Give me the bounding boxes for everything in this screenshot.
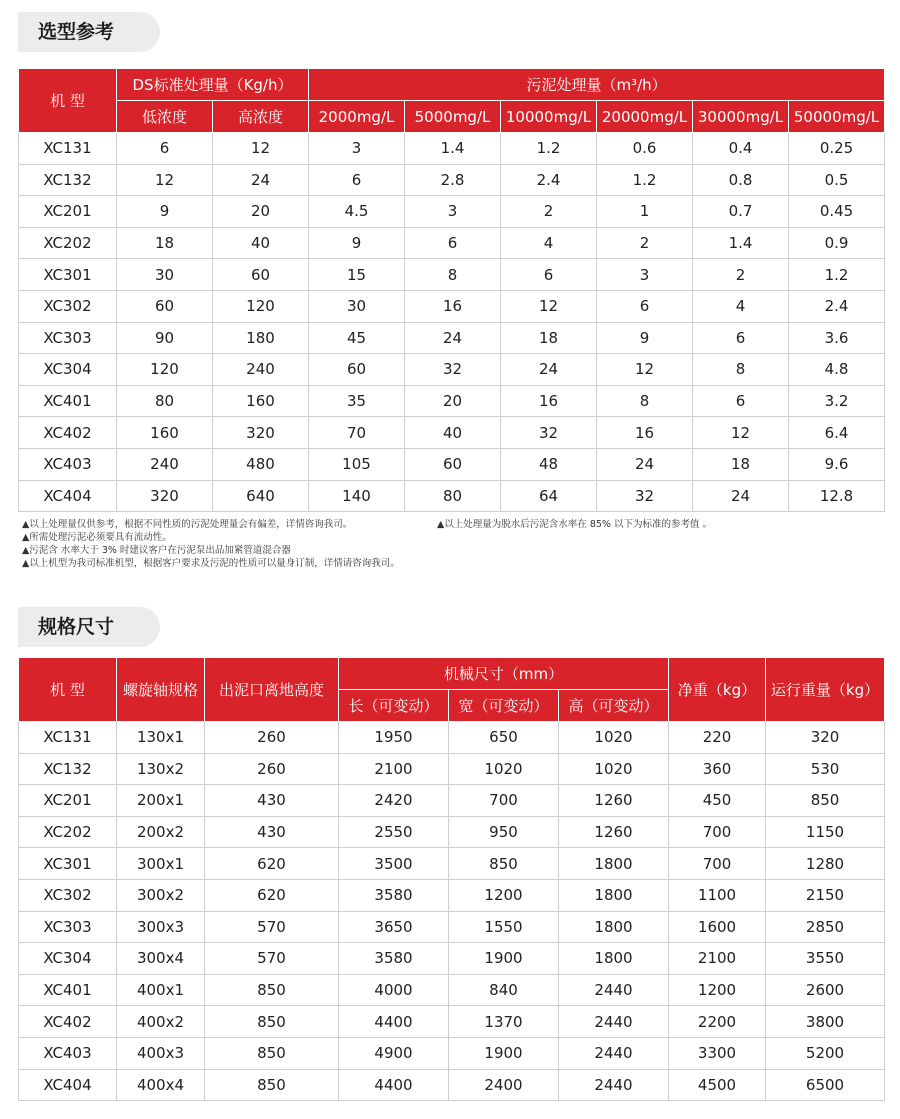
- table-row: [19, 164, 885, 196]
- table-cell: 32: [501, 417, 597, 449]
- table-cell: 4500: [669, 1069, 766, 1101]
- header-conc-30000: 30000mg/L: [693, 101, 789, 133]
- table-cell: 24: [405, 322, 501, 354]
- table-cell: 850: [205, 1037, 339, 1069]
- header-dimensions: 机械尺寸（mm）: [339, 658, 669, 690]
- header-conc-50000: 50000mg/L: [789, 101, 885, 133]
- table-cell: 3.2: [789, 385, 885, 417]
- table-cell: 3: [597, 259, 693, 291]
- table-cell: 360: [669, 753, 766, 785]
- table-cell: 9: [117, 196, 213, 228]
- model-cell: XC302: [19, 879, 117, 911]
- table-cell: 18: [693, 448, 789, 480]
- model-cell: XC303: [19, 911, 117, 943]
- header-conc-5000: 5000mg/L: [405, 101, 501, 133]
- table-cell: 80: [405, 480, 501, 512]
- table-cell: 570: [205, 943, 339, 975]
- model-cell: XC402: [19, 417, 117, 449]
- header-model: 机 型: [19, 658, 117, 722]
- table-row: [19, 1037, 885, 1069]
- table-cell: 18: [501, 322, 597, 354]
- table-cell: 200x2: [117, 816, 205, 848]
- header-length: 长（可变动）: [339, 690, 449, 722]
- table-cell: 1200: [669, 974, 766, 1006]
- table-cell: 320: [117, 480, 213, 512]
- header-ds-high: 高浓度: [213, 101, 309, 133]
- table-cell: 1020: [559, 722, 669, 754]
- table-cell: 32: [405, 354, 501, 386]
- table-row: [19, 1069, 885, 1101]
- table-cell: 1800: [559, 911, 669, 943]
- model-cell: XC301: [19, 259, 117, 291]
- table-cell: 9.6: [789, 448, 885, 480]
- table-cell: 300x4: [117, 943, 205, 975]
- table-cell: 200x1: [117, 785, 205, 817]
- table-cell: 6: [693, 385, 789, 417]
- table-cell: 70: [309, 417, 405, 449]
- table-cell: 850: [449, 848, 559, 880]
- table-cell: 120: [213, 290, 309, 322]
- table-cell: 480: [213, 448, 309, 480]
- model-cell: XC302: [19, 290, 117, 322]
- table-cell: 0.9: [789, 227, 885, 259]
- table-cell: 1100: [669, 879, 766, 911]
- table-cell: 20: [213, 196, 309, 228]
- table-cell: 130x2: [117, 753, 205, 785]
- table-cell: 850: [766, 785, 885, 817]
- table-cell: 620: [205, 879, 339, 911]
- model-cell: XC404: [19, 1069, 117, 1101]
- model-cell: XC202: [19, 816, 117, 848]
- table-cell: 3300: [669, 1037, 766, 1069]
- model-cell: XC401: [19, 385, 117, 417]
- table-row: [19, 448, 885, 480]
- table-cell: 260: [205, 722, 339, 754]
- table-cell: 12: [117, 164, 213, 196]
- selection-table-body: [19, 133, 885, 512]
- table-cell: 3800: [766, 1006, 885, 1038]
- table-cell: 0.45: [789, 196, 885, 228]
- table-cell: 3.6: [789, 322, 885, 354]
- table-cell: 430: [205, 785, 339, 817]
- table-cell: 260: [205, 753, 339, 785]
- table-cell: 620: [205, 848, 339, 880]
- table-row: [19, 259, 885, 291]
- table-cell: 2150: [766, 879, 885, 911]
- model-cell: XC131: [19, 722, 117, 754]
- table-row: [19, 480, 885, 512]
- table-cell: 16: [405, 290, 501, 322]
- table-cell: 60: [405, 448, 501, 480]
- table-cell: 90: [117, 322, 213, 354]
- table-cell: 24: [693, 480, 789, 512]
- table-cell: 4: [501, 227, 597, 259]
- table-cell: 300x1: [117, 848, 205, 880]
- table-cell: 1020: [449, 753, 559, 785]
- table-cell: 3550: [766, 943, 885, 975]
- table-cell: 2.4: [501, 164, 597, 196]
- table-cell: 64: [501, 480, 597, 512]
- table-cell: 105: [309, 448, 405, 480]
- header-conc-2000: 2000mg/L: [309, 101, 405, 133]
- table-row: [19, 196, 885, 228]
- table-row: [19, 879, 885, 911]
- model-cell: XC403: [19, 448, 117, 480]
- header-ds-low: 低浓度: [117, 101, 213, 133]
- table-cell: 400x4: [117, 1069, 205, 1101]
- table-cell: 240: [117, 448, 213, 480]
- table-cell: 0.6: [597, 133, 693, 165]
- header-outlet-height: 出泥口离地高度: [205, 658, 339, 722]
- table-cell: 5200: [766, 1037, 885, 1069]
- table-cell: 180: [213, 322, 309, 354]
- table-cell: 1.2: [501, 133, 597, 165]
- table-cell: 0.5: [789, 164, 885, 196]
- table-cell: 4400: [339, 1069, 449, 1101]
- table-cell: 12: [597, 354, 693, 386]
- table-cell: 430: [205, 816, 339, 848]
- model-cell: XC201: [19, 196, 117, 228]
- table-cell: 15: [309, 259, 405, 291]
- table-cell: 1900: [449, 1037, 559, 1069]
- table-cell: 3500: [339, 848, 449, 880]
- table-cell: 2: [693, 259, 789, 291]
- table-cell: 2.8: [405, 164, 501, 196]
- table-cell: 2550: [339, 816, 449, 848]
- table-row: [19, 227, 885, 259]
- table-cell: 2600: [766, 974, 885, 1006]
- table-cell: 20: [405, 385, 501, 417]
- table-cell: 130x1: [117, 722, 205, 754]
- table-cell: 24: [213, 164, 309, 196]
- table-cell: 840: [449, 974, 559, 1006]
- table-cell: 2850: [766, 911, 885, 943]
- selection-table: [18, 68, 885, 512]
- table-cell: 1150: [766, 816, 885, 848]
- note-4: ▲以上机型为我司标准机型，根据客户要求及污泥的性质可以量身订制，详情请咨询我司。: [22, 558, 400, 569]
- header-conc-10000: 10000mg/L: [501, 101, 597, 133]
- table-cell: 120: [117, 354, 213, 386]
- table-cell: 6.4: [789, 417, 885, 449]
- header-run-weight: 运行重量（kg）: [766, 658, 885, 722]
- table-cell: 320: [766, 722, 885, 754]
- model-cell: XC404: [19, 480, 117, 512]
- table-cell: 530: [766, 753, 885, 785]
- note-3: ▲污泥含 水率大于 3% 时建议客户在污泥泵出品加紧管道混合器: [22, 545, 291, 556]
- table-cell: 3: [405, 196, 501, 228]
- table-cell: 220: [669, 722, 766, 754]
- table-cell: 2: [597, 227, 693, 259]
- header-model: 机 型: [19, 69, 117, 133]
- table-cell: 40: [405, 417, 501, 449]
- table-cell: 1900: [449, 943, 559, 975]
- table-cell: 60: [309, 354, 405, 386]
- model-cell: XC132: [19, 164, 117, 196]
- model-cell: XC403: [19, 1037, 117, 1069]
- model-cell: XC132: [19, 753, 117, 785]
- header-height: 高（可变动）: [559, 690, 669, 722]
- table-cell: 18: [117, 227, 213, 259]
- table-cell: 2420: [339, 785, 449, 817]
- model-cell: XC201: [19, 785, 117, 817]
- table-cell: 8: [693, 354, 789, 386]
- table-cell: 3580: [339, 943, 449, 975]
- table-cell: 1550: [449, 911, 559, 943]
- table-cell: 700: [449, 785, 559, 817]
- table-cell: 12.8: [789, 480, 885, 512]
- model-cell: XC131: [19, 133, 117, 165]
- table-cell: 0.4: [693, 133, 789, 165]
- table-cell: 160: [213, 385, 309, 417]
- section-title-selection: 选型参考: [18, 12, 160, 52]
- table-cell: 1.2: [789, 259, 885, 291]
- table-row: [19, 943, 885, 975]
- table-cell: 9: [309, 227, 405, 259]
- table-cell: 700: [669, 816, 766, 848]
- table-cell: 4400: [339, 1006, 449, 1038]
- table-cell: 6500: [766, 1069, 885, 1101]
- table-cell: 2.4: [789, 290, 885, 322]
- table-row: [19, 722, 885, 754]
- table-cell: 300x3: [117, 911, 205, 943]
- table-cell: 0.25: [789, 133, 885, 165]
- table-cell: 48: [501, 448, 597, 480]
- model-cell: XC304: [19, 943, 117, 975]
- table-cell: 6: [501, 259, 597, 291]
- table-cell: 0.8: [693, 164, 789, 196]
- table-cell: 950: [449, 816, 559, 848]
- table-cell: 140: [309, 480, 405, 512]
- table-cell: 16: [597, 417, 693, 449]
- table-cell: 2100: [339, 753, 449, 785]
- table-cell: 400x3: [117, 1037, 205, 1069]
- table-cell: 4900: [339, 1037, 449, 1069]
- model-cell: XC402: [19, 1006, 117, 1038]
- table-cell: 45: [309, 322, 405, 354]
- table-cell: 60: [213, 259, 309, 291]
- table-cell: 4.8: [789, 354, 885, 386]
- model-cell: XC202: [19, 227, 117, 259]
- table-cell: 0.7: [693, 196, 789, 228]
- table-cell: 850: [205, 974, 339, 1006]
- table-row: [19, 974, 885, 1006]
- table-cell: 240: [213, 354, 309, 386]
- table-cell: 8: [597, 385, 693, 417]
- table-cell: 4000: [339, 974, 449, 1006]
- table-row: [19, 911, 885, 943]
- table-cell: 2100: [669, 943, 766, 975]
- selection-notes: [22, 518, 882, 570]
- table-cell: 1800: [559, 848, 669, 880]
- table-row: [19, 848, 885, 880]
- table-cell: 1260: [559, 816, 669, 848]
- table-row: [19, 753, 885, 785]
- table-cell: 1800: [559, 879, 669, 911]
- table-cell: 12: [213, 133, 309, 165]
- table-cell: 9: [597, 322, 693, 354]
- table-cell: 640: [213, 480, 309, 512]
- table-cell: 1950: [339, 722, 449, 754]
- table-cell: 700: [669, 848, 766, 880]
- table-cell: 300x2: [117, 879, 205, 911]
- section-title-specs: 规格尺寸: [18, 607, 160, 647]
- table-cell: 3580: [339, 879, 449, 911]
- table-cell: 1.2: [597, 164, 693, 196]
- header-conc-20000: 20000mg/L: [597, 101, 693, 133]
- table-cell: 570: [205, 911, 339, 943]
- table-cell: 24: [597, 448, 693, 480]
- specs-table: [18, 657, 885, 1101]
- table-cell: 4: [693, 290, 789, 322]
- table-cell: 1800: [559, 943, 669, 975]
- table-cell: 8: [405, 259, 501, 291]
- note-2: ▲所需处理污泥必须要具有流动性。: [22, 532, 172, 543]
- table-cell: 2440: [559, 1069, 669, 1101]
- table-cell: 160: [117, 417, 213, 449]
- table-row: [19, 1006, 885, 1038]
- header-ds-capacity: DS标准处理量（Kg/h）: [117, 69, 309, 101]
- table-row: [19, 816, 885, 848]
- table-row: [19, 322, 885, 354]
- table-row: [19, 417, 885, 449]
- header-width: 宽（可变动）: [449, 690, 559, 722]
- table-cell: 60: [117, 290, 213, 322]
- table-cell: 40: [213, 227, 309, 259]
- table-cell: 6: [597, 290, 693, 322]
- table-cell: 2440: [559, 1006, 669, 1038]
- table-cell: 1260: [559, 785, 669, 817]
- model-cell: XC301: [19, 848, 117, 880]
- table-cell: 2400: [449, 1069, 559, 1101]
- table-cell: 1600: [669, 911, 766, 943]
- table-cell: 30: [117, 259, 213, 291]
- table-cell: 2200: [669, 1006, 766, 1038]
- table-row: [19, 785, 885, 817]
- table-cell: 12: [501, 290, 597, 322]
- table-cell: 400x2: [117, 1006, 205, 1038]
- table-cell: 6: [405, 227, 501, 259]
- table-cell: 1.4: [693, 227, 789, 259]
- table-cell: 3650: [339, 911, 449, 943]
- table-cell: 650: [449, 722, 559, 754]
- table-cell: 1: [597, 196, 693, 228]
- header-sludge-capacity: 污泥处理量（m³/h）: [309, 69, 885, 101]
- table-cell: 4.5: [309, 196, 405, 228]
- table-row: [19, 385, 885, 417]
- table-row: [19, 133, 885, 165]
- table-cell: 850: [205, 1069, 339, 1101]
- model-cell: XC303: [19, 322, 117, 354]
- table-cell: 1020: [559, 753, 669, 785]
- table-cell: 80: [117, 385, 213, 417]
- table-cell: 320: [213, 417, 309, 449]
- note-1-right: ▲以上处理量为脱水后污泥含水率在 85% 以下为标准的参考值 。: [437, 519, 712, 530]
- table-cell: 1.4: [405, 133, 501, 165]
- table-cell: 6: [309, 164, 405, 196]
- table-cell: 16: [501, 385, 597, 417]
- model-cell: XC401: [19, 974, 117, 1006]
- table-cell: 2: [501, 196, 597, 228]
- table-row: [19, 290, 885, 322]
- table-cell: 3: [309, 133, 405, 165]
- table-cell: 400x1: [117, 974, 205, 1006]
- header-net-weight: 净重（kg）: [669, 658, 766, 722]
- table-cell: 32: [597, 480, 693, 512]
- table-cell: 2440: [559, 974, 669, 1006]
- table-cell: 1370: [449, 1006, 559, 1038]
- table-cell: 1280: [766, 848, 885, 880]
- header-screw: 螺旋轴规格: [117, 658, 205, 722]
- table-cell: 24: [501, 354, 597, 386]
- model-cell: XC304: [19, 354, 117, 386]
- table-cell: 2440: [559, 1037, 669, 1069]
- table-cell: 850: [205, 1006, 339, 1038]
- table-cell: 6: [117, 133, 213, 165]
- note-1: ▲以上处理量仅供参考，根据不同性质的污泥处理量会有偏差，详情咨询我司。: [22, 519, 353, 530]
- table-cell: 12: [693, 417, 789, 449]
- table-row: [19, 354, 885, 386]
- table-cell: 1200: [449, 879, 559, 911]
- table-cell: 35: [309, 385, 405, 417]
- table-cell: 450: [669, 785, 766, 817]
- table-cell: 30: [309, 290, 405, 322]
- table-cell: 6: [693, 322, 789, 354]
- specs-table-body: [19, 722, 885, 1101]
